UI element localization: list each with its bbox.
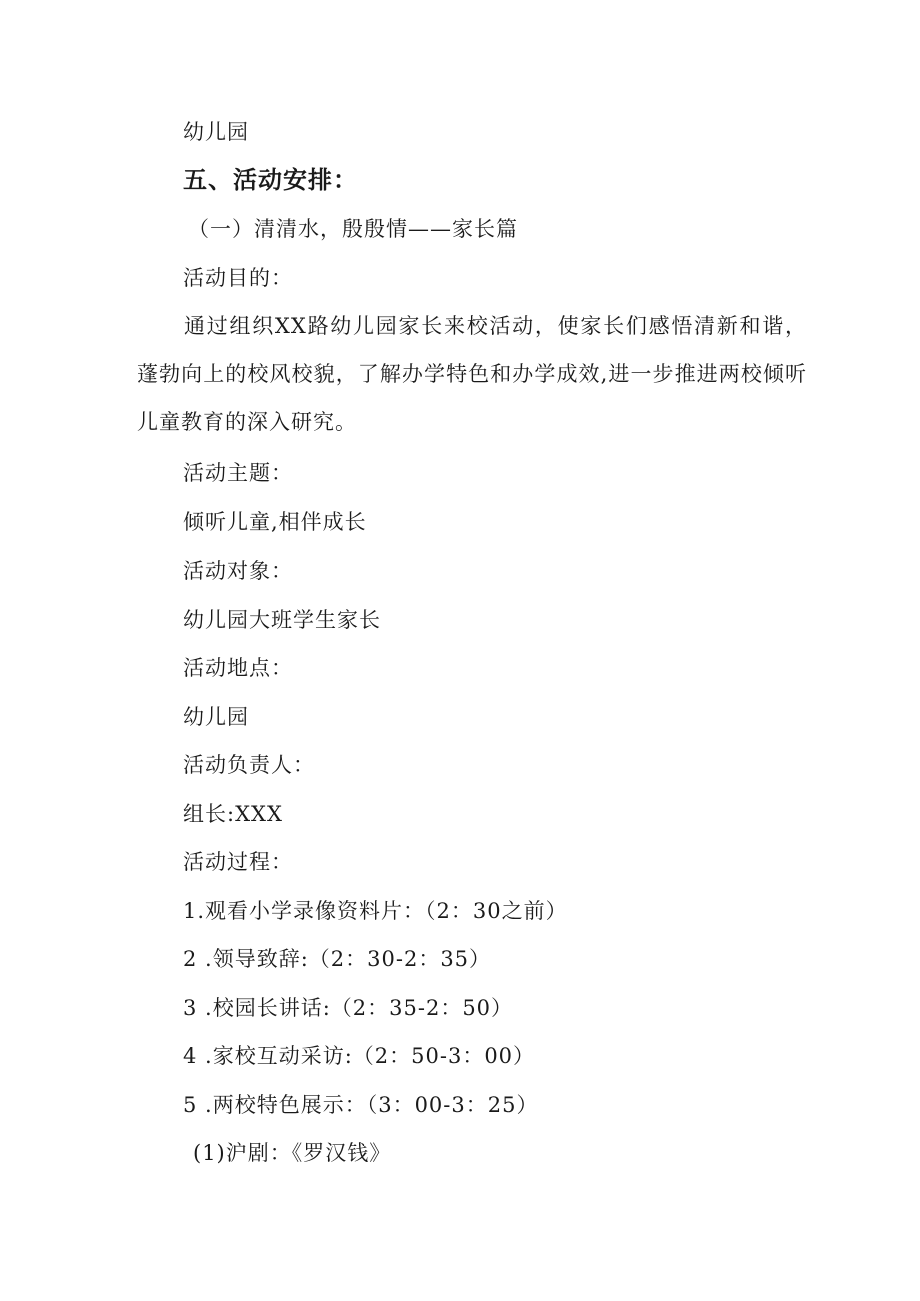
audience-label: 活动对象： (183, 559, 293, 583)
process-step: 4 .家校互动采访:（2：50-3：00） (183, 1044, 536, 1068)
leader-value: 组长:XXX (183, 802, 283, 826)
process-label: 活动过程： (183, 850, 293, 874)
purpose-paragraph: 通过组织XX路幼儿园家长来校活动，使家长们感悟清新和谐，蓬勃向上的校风校貌，了解办学特色和办学成效,进一步推进两校倾听儿童教育的深入研究。 (137, 314, 807, 434)
theme-label: 活动主题： (183, 461, 293, 485)
process-step: 2 .领导致辞:（2：30-2：35） (183, 947, 492, 971)
sub-heading: （一）清清水，殷殷情——家长篇 (188, 217, 518, 241)
sub-step: (1)沪剧：《罗汉钱》 (193, 1141, 392, 1165)
theme-value: 倾听儿童,相伴成长 (183, 510, 367, 534)
purpose-label: 活动目的： (183, 266, 293, 290)
leader-label: 活动负责人： (183, 753, 315, 777)
audience-value: 幼儿园大班学生家长 (183, 608, 381, 632)
location-label: 活动地点： (183, 656, 293, 680)
process-step: 5 .两校特色展示：（3：00-3：25） (183, 1093, 539, 1117)
process-step: 1.观看小学录像资料片：（2：30之前） (183, 899, 568, 923)
top-place-text: 幼儿园 (183, 120, 249, 144)
process-step: 3 .校园长讲话:（2：35-2：50） (183, 996, 514, 1020)
location-value: 幼儿园 (183, 705, 249, 729)
section-heading: 五、活动安排： (183, 166, 358, 194)
